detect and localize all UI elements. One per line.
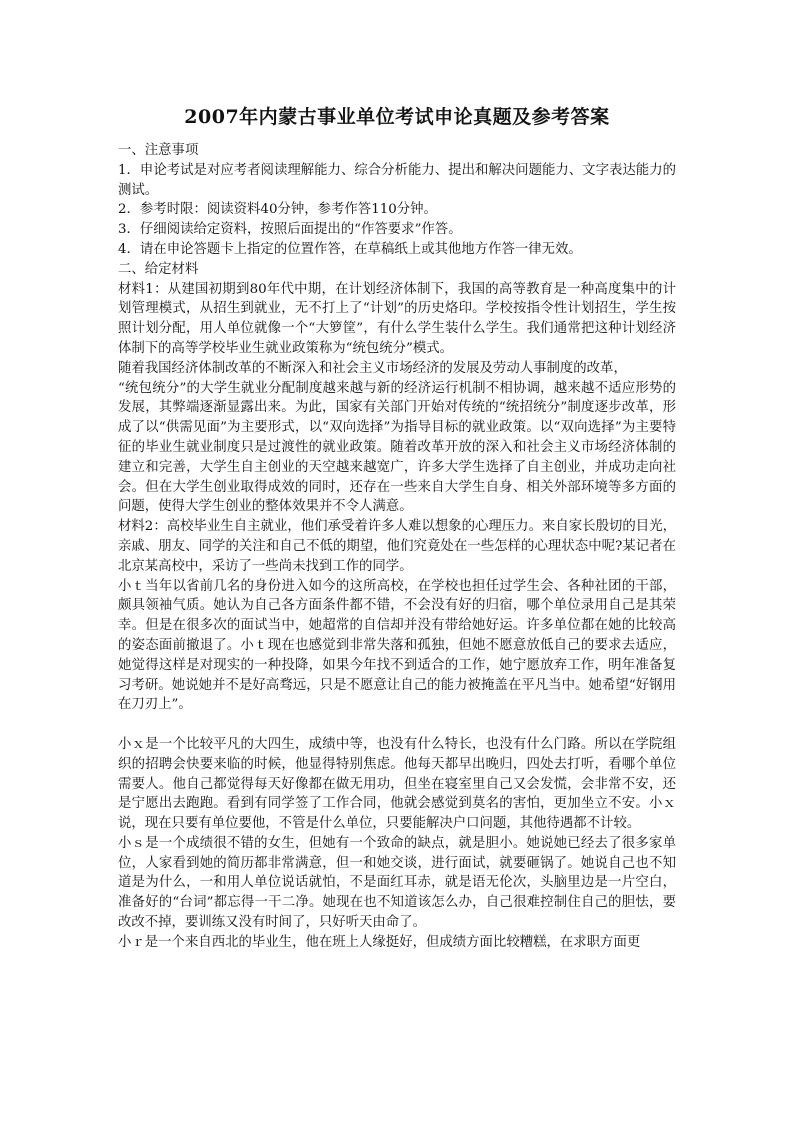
material-2-paragraph: 材料2：高校毕业生自主就业，他们承受着许多人难以想象的心理压力。来自家长殷切的目光，亲戚、朋友、同学的关注和自己不低的期望，他们究竟处在一些怎样的心理状态中呢?某记者在北京某高校中，采访了一些尚未找到工作的同学。 — [118, 519, 676, 574]
document-title: 2007年内蒙古事业单位考试申论真题及参考答案 — [184, 106, 610, 128]
story-r-paragraph: 小ｒ是一个来自西北的毕业生，他在班上人缘挺好，但成绩方面比较糟糕，在求职方面更 — [118, 934, 641, 950]
notice-item-2: 2．参考时限：阅读资料40分钟，参考作答110分钟。 — [118, 202, 437, 218]
document-body — [118, 141, 676, 953]
notice-item-4: 4．请在申论答题卡上指定的位置作答，在草稿纸上或其他地方作答一律无效。 — [118, 241, 582, 257]
blank-line — [118, 715, 676, 735]
notice-heading: 一、注意事项 — [118, 143, 199, 158]
story-s-paragraph: 小ｓ是一个成绩很不错的女生，但她有一个致命的缺点，就是胆小。她说她已经去了很多家单位，人家看到她的简历都非常满意，但一和她交谈，进行面试，就要砸锅了。她说自己也不知道是为什么，一和用人单位说话就怕，不是面红耳赤，就是语无伦次，头脑里边是一片空白，准备好的“台词”都忘得一干二净。她现在也不知道该怎么办，自己很难控制住自己的胆怯，要改改不掉，要训练又没有时间了，只好听天由命了。 — [118, 835, 676, 931]
material-1-paragraph: 材料1：从建国初期到80年代中期，在计划经济体制下，我国的高等教育是一种高度集中的计划管理模式，从招生到就业，无不打上了“计划”的历史烙印。学校按指令性计划招生，学生按照计划分配，用人单位就像一个“大箩筐”，有什么学生装什么学生。我们通常把这种计划经济体制下的高等学校毕业生就业政策称为“统包统分”模式。 — [118, 281, 676, 356]
notice-item-1: 1．申论考试是对应考者阅读理解能力、综合分析能力、提出和解决问题能力、文字表达能力的测试。 — [118, 162, 676, 198]
materials-heading: 二、给定材料 — [118, 261, 199, 277]
material-1-continuation: 随着我国经济体制改革的不断深入和社会主义市场经济的发展及劳动人事制度的改革， — [118, 360, 627, 376]
story-x-paragraph: 小ｘ是一个比较平凡的大四生，成绩中等，也没有什么特长，也没有什么门路。所以在学院组织的招聘会快要来临的时候，他显得特别焦虑。他每天都早出晚归，四处去打听，看哪个单位需要人。他自己都觉得每天好像都在做无用功，但坐在寝室里自己又会发慌，会非常不安，还是宁愿出去跑跑。看到有同学签了工作合同，他就会感觉到莫名的害怕，更加坐立不安。小ｘ说，现在只要有单位要他，不管是什么单位，只要能解决户口问题，其他待遇都不计较。 — [118, 736, 676, 832]
story-t-paragraph: 小ｔ当年以省前几名的身份进入如今的这所高校，在学校也担任过学生会、各种社团的干部，颇具领袖气质。她认为自己各方面条件都不错，不会没有好的归宿，哪个单位录用自己是其荣幸。但是在很多次的面试当中，她超常的自信却并没有带给她好运。许多单位都在她的比较高的姿态面前撤退了。小ｔ现在也感觉到非常失落和孤独，但她不愿意放低自己的要求去适应，她觉得这样是对现实的一种投降，如果今年找不到适合的工作，她宁愿放弃工作，明年准备复习考研。她说她并不是好高骛远，只是不愿意让自己的能力被掩盖在平凡当中。她希望“好钢用在刀刃上”。 — [118, 578, 676, 713]
notice-item-3: 3．仔细阅读给定资料，按照后面提出的“作答要求”作答。 — [118, 222, 462, 238]
material-1-body: “统包统分”的大学生就业分配制度越来越与新的经济运行机制不相协调，越来越不适应形势的发展，其弊端逐渐显露出来。为此，国家有关部门开始对传统的“统招统分”制度逐步改革，形成了以“供需见面”为主要形式，以“双向选择”为指导目标的就业政策。以“双向选择”为主要特征的毕业生就业制度只是过渡性的就业政策。随着改革开放的深入和社会主义市场经济体制的建立和完善，大学生自主创业的天空越来越宽广，许多大学生选择了自主创业，并成功走向社会。但在大学生创业取得成效的同时，还存在一些来自大学生自身、相关外部环境等多方面的问题，使得大学生创业的整体效果并不令人满意。 — [118, 380, 676, 515]
